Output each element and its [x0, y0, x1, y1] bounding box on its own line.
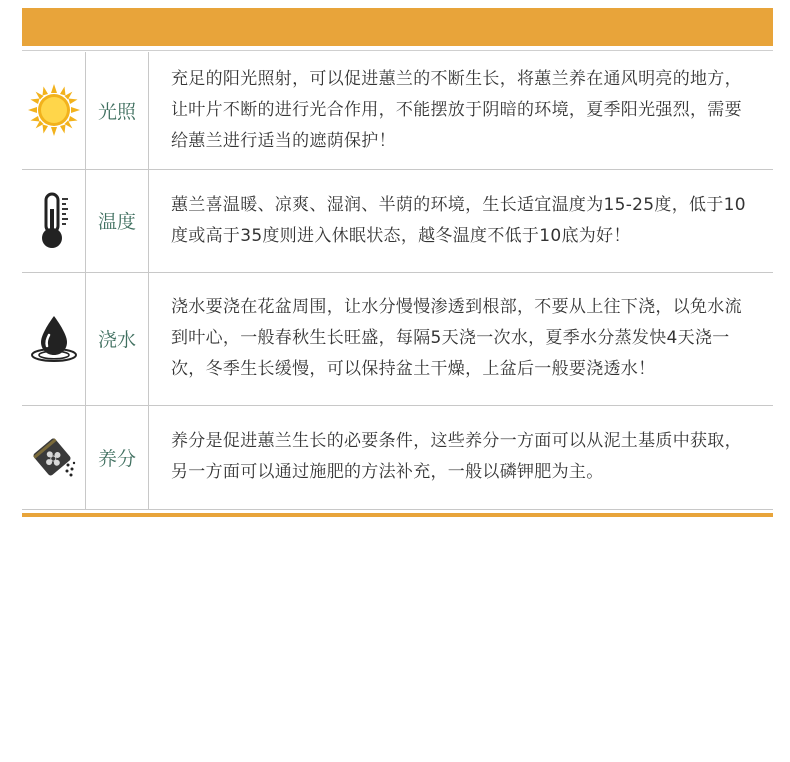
- row-label: 养分: [86, 405, 149, 509]
- row-description: 蕙兰喜温暖、凉爽、湿润、半荫的环境，生长适宜温度为15-25度，低于10度或高于35度则进入休眠状态，越冬温度不低于10底为好！: [149, 169, 774, 272]
- row-description: 养分是促进蕙兰生长的必要条件，这些养分一方面可以从泥土基质中获取，另一方面可以通过施肥的方法补充，一般以磷钾肥为主。: [149, 405, 774, 509]
- row-label: 温度: [86, 169, 149, 272]
- sun-icon: [22, 83, 85, 137]
- header-divider: [22, 50, 773, 51]
- care-guide-table: [22, 52, 773, 510]
- table-row-watering: [22, 272, 773, 405]
- row-description: 充足的阳光照射，可以促进蕙兰的不断生长，将蕙兰养在通风明亮的地方，让叶片不断的进行光合作用，不能摆放于阴暗的环境，夏季阳光强烈，需要给蕙兰进行适当的遮荫保护！: [149, 52, 774, 169]
- icon-cell: [22, 52, 86, 169]
- water-drop-icon: [22, 313, 85, 365]
- icon-cell: [22, 405, 86, 509]
- icon-cell: [22, 272, 86, 405]
- row-label: 光照: [86, 52, 149, 169]
- table-row-temperature: [22, 169, 773, 272]
- row-label: 浇水: [86, 272, 149, 405]
- thermometer-icon: [22, 191, 85, 251]
- table-row-light: [22, 52, 773, 169]
- footer-accent-bar: [22, 513, 773, 517]
- fertilizer-bag-icon: [22, 433, 85, 481]
- table-row-nutrients: [22, 405, 773, 509]
- row-description: 浇水要浇在花盆周围，让水分慢慢渗透到根部，不要从上往下浇，以免水流到叶心，一般春秋生长旺盛，每隔5天浇一次水，夏季水分蒸发快4天浇一次，冬季生长缓慢，可以保持盆土干燥，上盆后一般要浇透水！: [149, 272, 774, 405]
- icon-cell: [22, 169, 86, 272]
- header-accent-bar: [22, 8, 773, 46]
